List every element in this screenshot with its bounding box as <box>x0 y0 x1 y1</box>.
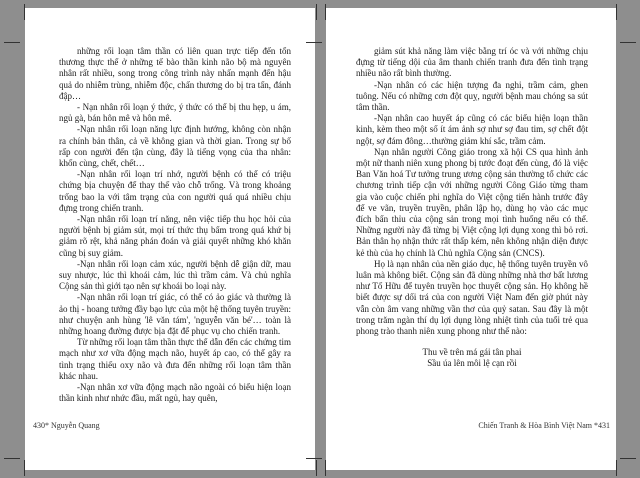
paragraph: -Nạn nhân rối loạn trí giác, có thể có ảo giác và thường là ảo thị - hoang tưởng đầy bạo lực của một hệ thống tuyên truyền: như chuyện anh hùng 'lê văn tám', 'nguyễn văn bé'… toàn là những hoang đường được bịa đặt để phục vụ cho chiến tranh. <box>59 292 291 337</box>
paragraph: -Nạn nhân cao huyết áp cũng có các biểu hiện loạn thần kinh, kèm theo một số ít ám ảnh sợ như sợ đau tim, sợ chết đột ngột, sợ đám đông…thường giảm khí sắc, trầm cảm. <box>356 113 588 146</box>
left-text-column <box>59 46 291 405</box>
paragraph: -Nạn nhân rối loạn cảm xúc, người bệnh dễ giận dữ, mau suy nhược, lúc thì khoái cảm, lúc thì trầm cảm. Và chủ nghĩa Cộng sản thì giới tạo nên sự khoái bo loại này. <box>59 258 291 292</box>
crop-mark <box>4 42 20 43</box>
crop-mark <box>620 42 636 43</box>
paragraph: Từ những rối loạn tâm thần thực thể dẫn đến các chứng tim mạch như xơ vữa động mạch não, huyết áp cao, có thể gây ra tình trạng thiếu oxy não và đưa đến những rối loạn tâm thần khác nhau. <box>59 337 291 381</box>
paragraph: -Nạn nhân xơ vữa động mạch não ngoài có biểu hiện loạn thần kinh như nhức đầu, mất ngủ, hay quên, <box>59 382 291 404</box>
paragraph: -Nạn nhân rối loạn trí nhớ, người bệnh có thể có triệu chứng bịa chuyện để thay thế vào chỗ trống. Và trong khoảng trống bao la với tâm trạng của con người quá quá nhiều chịu đựng trong chiến tranh. <box>59 169 291 213</box>
crop-mark <box>24 4 25 20</box>
crop-mark <box>616 4 617 20</box>
paragraph: những rối loạn tâm thần có liên quan trực tiếp đến tổn thương thực thể ở những tế bào thần kinh não bộ mà nguyên nhân rất nhiều, song trong công trình này nhấn mạnh đến hậu quả do nhiễm trùng, nhiễm độc, chấn thương do bị tra tấn, đánh đập… <box>59 46 291 101</box>
paragraph: giảm sút khả năng làm việc bằng trí óc và với những chịu đựng từ tiếng dội của âm thanh chiến tranh đưa đến tình trạng nhiều não rất bình thường. <box>356 46 588 79</box>
paragraph: Nạn nhân người Công giáo trong xã hội CS qua hình ảnh một nữ thanh niên xung phong bị tước đoạt đến cùng, đó là việc Ban Văn hoá Tư tưởng trung ương cộng sản thường tổ chức các chương trình tiếp cận với những người Công Giáo từng tham gia vào cuộc chiến phi nghĩa do Việt cộng tiến hành trước đây để ve vãn, truyền truyền, phân lập họ, dùng họ vào các mục đích bẩn thỉu của cộng sản trong mọi tình huống nếu có thể. Những người này đã từng bị Việt cộng lợi dụng xong thì bỏ rơi. Bản thân họ nhận thức rất thấp kém, nên không nhận diện được kẻ thù của họ chính là Chủ nghĩa Cộng sản (CNCS). <box>356 146 588 258</box>
paragraph: -Nạn nhân rối loạn trí năng, nên việc tiếp thu học hỏi của người bệnh bị giảm sút, mọi trí thức thụ bẩm trong quá khứ bị giảm rõ rệt, khả năng phán đoán và giải quyết những khó khăn cũng bị suy giảm. <box>59 214 291 258</box>
poem-excerpt <box>356 347 588 369</box>
crop-mark <box>325 460 326 476</box>
crop-mark <box>24 460 25 476</box>
crop-mark <box>316 460 317 476</box>
paragraph: -Nạn nhân rối loạn năng lực định hướng, không còn nhận ra chính bản thân, cả về không gian và thời gian. Trong sự bố rấp con người đến tận cùng, đây là tiếng vọng của tha nhân: khốn cùng, chết, chết… <box>59 124 291 169</box>
paragraph: -Nạn nhân có các hiện tượng đa nghi, trầm cảm, ghen tuông. Nếu có những cơn đột quỵ, người bệnh mau chóng sa sút tâm thần. <box>356 79 588 113</box>
right-page-folio: Chiến Tranh & Hòa Bình Việt Nam *431 <box>478 421 610 430</box>
crop-mark <box>4 458 20 459</box>
paragraph: - Nạn nhân rối loạn ý thức, ý thức có thể bị thu hẹp, u ám, ngủ gà, bán hôn mê và hôn mê. <box>59 102 291 124</box>
crop-mark <box>325 4 326 20</box>
crop-mark <box>616 460 617 476</box>
crop-mark <box>306 42 322 43</box>
left-page-folio: 430* Nguyễn Quang <box>33 421 100 430</box>
crop-mark <box>316 4 317 20</box>
crop-mark <box>306 458 322 459</box>
poem-line: Thu về trên má gái tân phai <box>422 347 522 358</box>
right-page <box>326 8 616 470</box>
paragraph: Họ là nạn nhân của nền giáo dục, hệ thống tuyên truyền vô luân mà không biết. Cộng sản đã dùng những nhà thơ bất lương như Tố Hữu để tuyên truyền học thuyết cộng sản. Họ không hề biết được sự dối trá của con người Việt Nam đến giờ phút này vẫn còn âm vang những vần thơ của quỷ satan. Sau đây là một trong trăm ngàn thí dụ lợi dụng lòng nhiệt tình của tuổi trẻ qua phong trào thanh niên xung phong như thế nào: <box>356 258 588 337</box>
right-text-column <box>356 46 588 370</box>
left-page <box>25 8 315 470</box>
poem-line: Sầu úa lên môi lệ cạn rồi <box>427 358 517 369</box>
crop-mark <box>620 458 636 459</box>
